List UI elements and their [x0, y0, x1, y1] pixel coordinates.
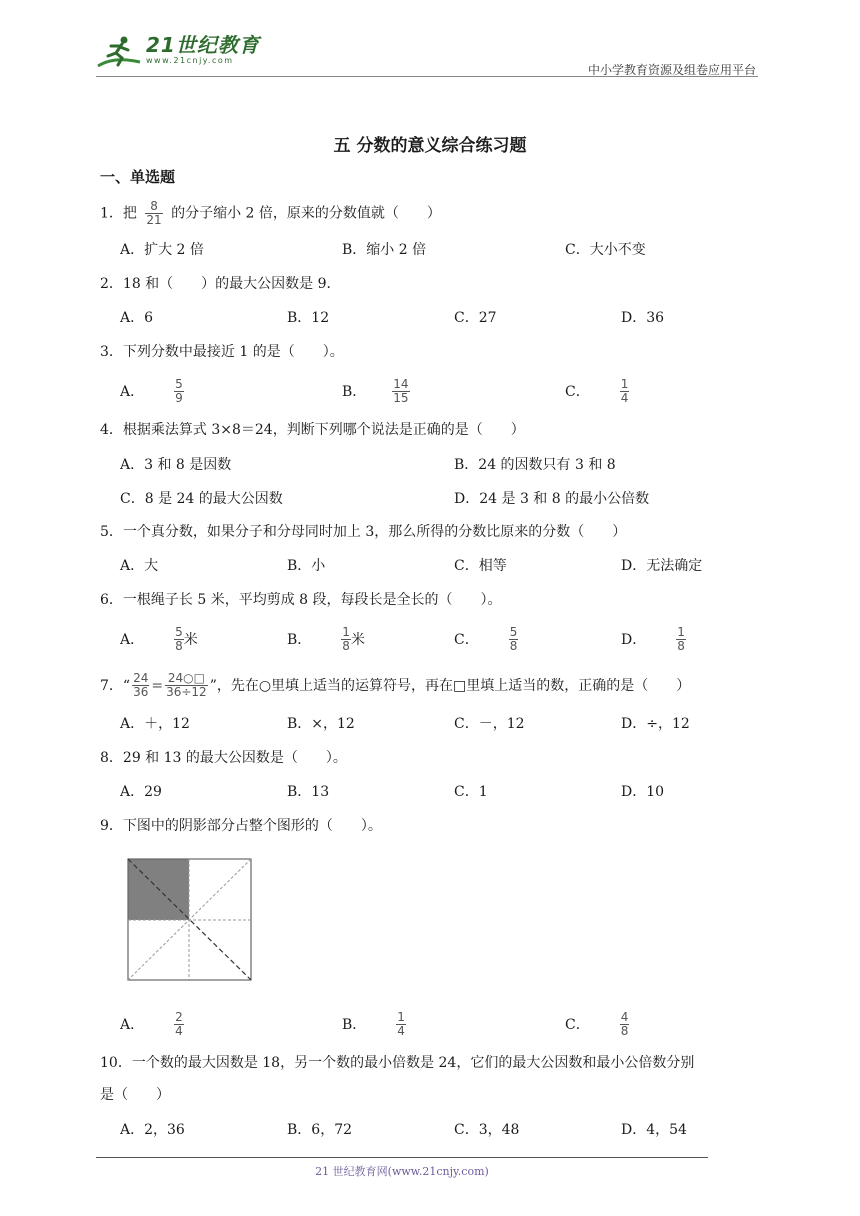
- footer-divider: [96, 1157, 708, 1158]
- fraction: $\frac{5}{8}$: [509, 625, 518, 653]
- logo-text: 21世纪教育: [146, 33, 260, 57]
- fraction: $\frac{24○□}{36\div 12}$: [166, 671, 207, 699]
- fraction: $\frac{24}{36}$: [133, 671, 149, 699]
- q5-option-c[interactable]: C．相等: [454, 558, 507, 574]
- question-text: 的分子缩小 2 倍，原来的分数值就（ ）: [171, 205, 441, 222]
- fraction: $\frac{5}{9}$: [175, 377, 183, 405]
- fraction: $\frac{1}{4}$: [620, 377, 629, 405]
- q5-option-d[interactable]: D．无法确定: [621, 558, 703, 574]
- q6-option-a[interactable]: A． $\frac{5}{8}$ 米: [120, 625, 198, 653]
- fraction: $\frac{1}{8}$: [677, 625, 685, 653]
- q10-option-d[interactable]: D．4，54: [621, 1122, 687, 1138]
- fraction: $\frac{2}{4}$: [175, 1010, 183, 1038]
- q2-option-a[interactable]: A．6: [120, 310, 154, 326]
- page-header: [96, 30, 758, 80]
- footer-link[interactable]: 21 世纪教育网(www.21cnjy.com): [315, 1165, 489, 1178]
- equals-sign: =: [151, 677, 164, 694]
- question-1: [100, 200, 441, 227]
- question-10-line-1: 10．一个数的最大因数是 18，另一个数的最小倍数是 24，它们的最大公因数和最小公倍数分别: [100, 1055, 695, 1071]
- q7-option-a[interactable]: A．＋，12: [120, 716, 190, 732]
- q6-option-b[interactable]: B． $\frac{1}{8}$ 米: [287, 625, 365, 653]
- unit-label: 米: [183, 631, 198, 648]
- question-6: 6．一根绳子长 5 米，平均剪成 8 段，每段长是全长的（ ）。: [100, 592, 502, 608]
- question-7: [100, 672, 690, 699]
- fraction: $\frac{4}{8}$: [620, 1010, 629, 1038]
- unit-label: 米: [350, 631, 365, 648]
- q10-option-c[interactable]: C．3，48: [454, 1122, 520, 1138]
- q8-option-a[interactable]: A．29: [120, 784, 162, 800]
- logo: [96, 34, 260, 70]
- q4-option-d[interactable]: D．24 是 3 和 8 的最小公倍数: [454, 491, 650, 507]
- q4-option-a[interactable]: A．3 和 8 是因数: [120, 457, 232, 473]
- question-2: 2．18 和（ ）的最大公因数是 9．: [100, 276, 341, 292]
- q4-option-b[interactable]: B．24 的因数只有 3 和 8: [454, 457, 616, 473]
- header-divider: [96, 76, 758, 77]
- question-9: 9．下图中的阴影部分占整个图形的（ ）。: [100, 818, 382, 834]
- q7-option-d[interactable]: D．÷，12: [621, 716, 690, 732]
- q5-option-a[interactable]: A．大: [120, 558, 159, 574]
- page-title: 五 分数的意义综合练习题: [333, 136, 527, 156]
- q6-option-c[interactable]: C． $\frac{5}{8}$: [454, 625, 518, 653]
- q8-option-c[interactable]: C．1: [454, 784, 488, 800]
- q7-option-b[interactable]: B．×，12: [287, 716, 355, 732]
- question-10-line-2: 是（ ）: [100, 1087, 170, 1103]
- q10-option-a[interactable]: A．2，36: [120, 1122, 185, 1138]
- q5-option-b[interactable]: B．小: [287, 558, 326, 574]
- q2-option-d[interactable]: D．36: [621, 310, 665, 326]
- header-tagline: 中小学教育资源及组卷应用平台: [587, 63, 756, 77]
- question-4: 4．根据乘法算式 3×8＝24，判断下列哪个说法是正确的是（ ）: [100, 422, 525, 438]
- q9-option-c[interactable]: C． $\frac{4}{8}$: [565, 1010, 629, 1038]
- q8-option-d[interactable]: D．10: [621, 784, 665, 800]
- q7-option-c[interactable]: C．－，12: [454, 716, 525, 732]
- q2-option-b[interactable]: B．12: [287, 310, 330, 326]
- q6-option-d[interactable]: D． $\frac{1}{8}$: [621, 625, 685, 653]
- question-8: 8．29 和 13 的最大公因数是（ ）。: [100, 750, 347, 766]
- logo-url: www.21cnjy.com: [146, 56, 234, 65]
- question-text: 1．把: [100, 205, 137, 222]
- fraction: $\frac{8}{21}$: [146, 199, 162, 227]
- q8-option-b[interactable]: B．13: [287, 784, 330, 800]
- q2-option-c[interactable]: C．27: [454, 310, 497, 326]
- runner-logo-icon: [96, 34, 142, 70]
- fraction: $\frac{14}{15}$: [393, 377, 409, 405]
- question-text: 7．“: [100, 677, 131, 694]
- question-text: ”，先在○里填上适当的运算符号，再在□里填上适当的数，正确的是（ ）: [209, 677, 691, 694]
- q1-option-b[interactable]: B．缩小 2 倍: [342, 242, 427, 258]
- q3-option-b[interactable]: B． $\frac{14}{15}$: [342, 377, 409, 405]
- q1-option-c[interactable]: C．大小不变: [565, 242, 646, 258]
- question-5: 5．一个真分数，如果分子和分母同时加上 3，那么所得的分数比原来的分数（ ）: [100, 524, 627, 540]
- section-heading: 一、单选题: [100, 168, 176, 186]
- question-3: 3．下列分数中最接近 1 的是（ ）。: [100, 344, 344, 360]
- fraction: $\frac{1}{8}$: [342, 625, 350, 653]
- shaded-square-figure: [127, 858, 253, 982]
- q4-option-c[interactable]: C．8 是 24 的最大公因数: [120, 491, 283, 507]
- q1-option-a[interactable]: A．扩大 2 倍: [120, 242, 204, 258]
- q10-option-b[interactable]: B．6，72: [287, 1122, 353, 1138]
- fraction: $\frac{5}{8}$: [175, 625, 183, 653]
- q9-option-b[interactable]: B． $\frac{1}{4}$: [342, 1010, 405, 1038]
- q9-option-a[interactable]: A． $\frac{2}{4}$: [120, 1010, 183, 1038]
- q3-option-c[interactable]: C． $\frac{1}{4}$: [565, 377, 629, 405]
- q3-option-a[interactable]: A． $\frac{5}{9}$: [120, 377, 183, 405]
- fraction: $\frac{1}{4}$: [397, 1010, 405, 1038]
